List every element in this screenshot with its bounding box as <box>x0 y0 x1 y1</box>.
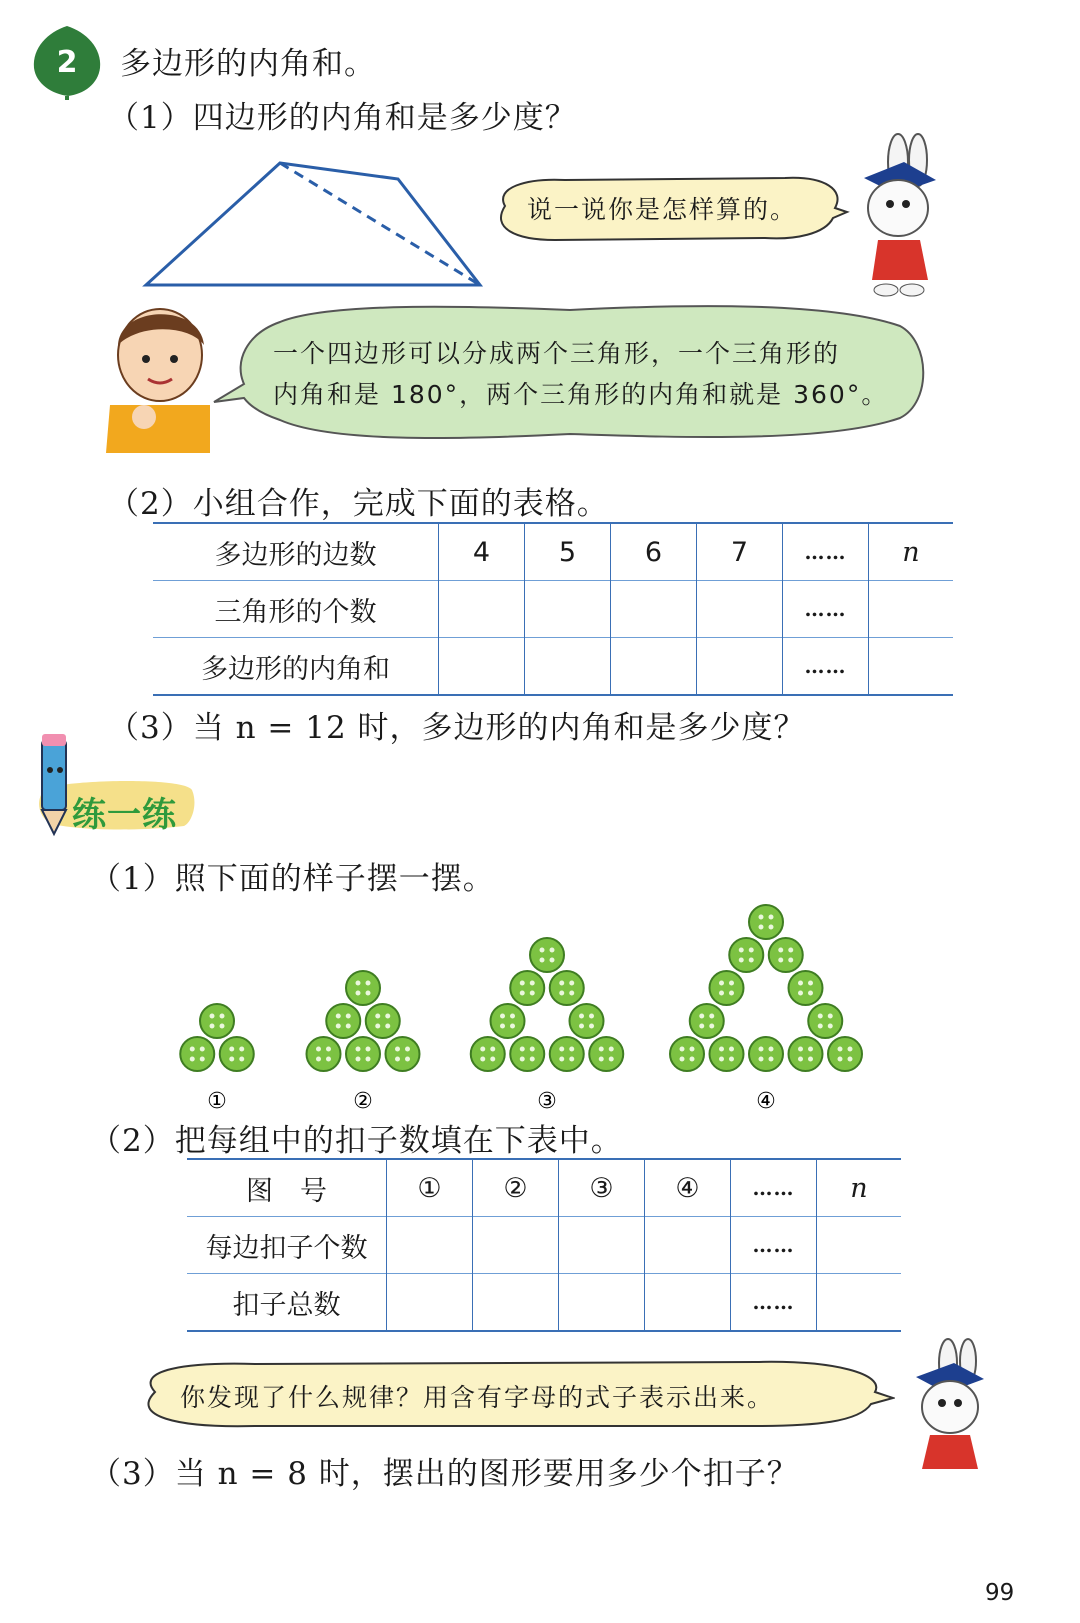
button-circle <box>510 971 544 1005</box>
button-circle <box>789 1037 823 1071</box>
button-hole <box>848 1057 853 1062</box>
button-hole <box>366 981 371 986</box>
button-hole <box>356 981 361 986</box>
button-hole <box>739 948 744 953</box>
table-header-cell: 图 号 <box>246 1175 327 1207</box>
button-hole <box>729 981 734 986</box>
table-cell <box>817 1274 902 1332</box>
button-circle <box>729 938 763 972</box>
button-circle <box>789 971 823 1005</box>
button-hole <box>680 1047 685 1052</box>
button-circle <box>710 1037 744 1071</box>
table-cell <box>387 1274 473 1332</box>
button-hole <box>808 991 813 996</box>
button-hole <box>480 1047 485 1052</box>
button-circle <box>589 1037 623 1071</box>
table-header-cell: 7 <box>697 523 783 581</box>
button-hole <box>510 1024 515 1029</box>
button-hole <box>769 915 774 920</box>
button-hole <box>326 1057 331 1062</box>
button-hole <box>200 1057 205 1062</box>
button-hole <box>356 1047 361 1052</box>
button-figures <box>170 895 870 1125</box>
table-cell <box>559 1274 645 1332</box>
button-hole <box>220 1014 225 1019</box>
button-circle <box>550 1037 584 1071</box>
button-hole <box>828 1024 833 1029</box>
button-hole <box>229 1057 234 1062</box>
button-hole <box>520 1047 525 1052</box>
table-header-cell: 5 <box>525 523 611 581</box>
button-circle <box>366 1004 400 1038</box>
button-hole <box>395 1047 400 1052</box>
button-hole <box>336 1014 341 1019</box>
boy-student-icon <box>100 295 215 455</box>
leaf-icon <box>28 22 106 100</box>
button-hole <box>759 915 764 920</box>
rabbit-teacher-icon <box>900 1335 1000 1485</box>
button-hole <box>550 958 555 963</box>
rabbit-bubble-1-text: 说一说你是怎样算的。 <box>527 195 798 224</box>
table-cell <box>525 581 611 638</box>
table-cell <box>645 1274 731 1332</box>
button-hole <box>490 1047 495 1052</box>
button-hole <box>229 1047 234 1052</box>
button-hole <box>239 1057 244 1062</box>
button-hole <box>356 991 361 996</box>
button-hole <box>569 1047 574 1052</box>
figure-label: ③ <box>537 1089 557 1114</box>
button-circle <box>326 1004 360 1038</box>
button-hole <box>220 1024 225 1029</box>
button-hole <box>200 1047 205 1052</box>
button-hole <box>239 1047 244 1052</box>
buttons-table <box>187 1158 901 1332</box>
button-hole <box>808 1047 813 1052</box>
table-header-cell: ③ <box>559 1159 645 1217</box>
button-hole <box>510 1014 515 1019</box>
table-header-cell: 6 <box>611 523 697 581</box>
button-circle <box>749 1037 783 1071</box>
button-hole <box>769 1047 774 1052</box>
table-cell <box>697 581 783 638</box>
button-hole <box>719 1047 724 1052</box>
button-circle <box>550 971 584 1005</box>
table-header-cell: …… <box>731 1159 817 1217</box>
button-hole <box>559 1047 564 1052</box>
button-hole <box>366 1047 371 1052</box>
button-circle <box>346 971 380 1005</box>
button-hole <box>818 1014 823 1019</box>
button-hole <box>798 1047 803 1052</box>
button-hole <box>769 1057 774 1062</box>
button-hole <box>778 958 783 963</box>
figure-label: ② <box>353 1089 373 1114</box>
button-hole <box>690 1057 695 1062</box>
button-hole <box>609 1047 614 1052</box>
table-cell: …… <box>783 581 869 638</box>
button-hole <box>798 981 803 986</box>
problem-title: 多边形的内角和。 <box>120 46 376 82</box>
button-hole <box>530 1047 535 1052</box>
button-circle <box>491 1004 525 1038</box>
table-cell <box>473 1274 559 1332</box>
table-header-cell: 4 <box>439 523 525 581</box>
button-hole <box>709 1024 714 1029</box>
button-hole <box>739 958 744 963</box>
button-hole <box>778 948 783 953</box>
table-row-label: 三角形的个数 <box>214 596 377 628</box>
table-cell <box>559 1217 645 1274</box>
button-hole <box>500 1024 505 1029</box>
speech-bubble-boy <box>210 302 935 444</box>
button-hole <box>719 981 724 986</box>
button-hole <box>589 1014 594 1019</box>
button-hole <box>500 1014 505 1019</box>
practice-badge: 练一练 <box>72 795 177 835</box>
question-1: （1）四边形的内角和是多少度？ <box>108 100 577 136</box>
button-hole <box>480 1057 485 1062</box>
rabbit-teacher-icon <box>850 130 950 300</box>
button-hole <box>808 1057 813 1062</box>
button-circle <box>307 1037 341 1071</box>
figure-label: ① <box>207 1089 227 1114</box>
button-circle <box>570 1004 604 1038</box>
button-hole <box>490 1057 495 1062</box>
table-cell <box>817 1217 902 1274</box>
button-hole <box>326 1047 331 1052</box>
button-circle <box>670 1037 704 1071</box>
quadrilateral-figure <box>140 155 490 295</box>
table-row-label: 多边形的内角和 <box>201 653 390 685</box>
button-hole <box>699 1014 704 1019</box>
question-3: （3）当 n = 12 时，多边形的内角和是多少度？ <box>108 710 806 746</box>
button-hole <box>346 1014 351 1019</box>
button-circle <box>510 1037 544 1071</box>
button-hole <box>540 958 545 963</box>
button-hole <box>316 1057 321 1062</box>
button-hole <box>759 1047 764 1052</box>
button-hole <box>808 981 813 986</box>
button-circle <box>180 1037 214 1071</box>
button-hole <box>599 1057 604 1062</box>
boy-bubble-line-2: 内角和是 180°，两个三角形的内角和就是 360°。 <box>273 380 889 409</box>
practice-question-1: （1）照下面的样子摆一摆。 <box>90 861 495 897</box>
button-hole <box>520 981 525 986</box>
button-hole <box>550 948 555 953</box>
table-cell <box>525 638 611 696</box>
button-hole <box>190 1057 195 1062</box>
polygon-table <box>153 522 953 696</box>
button-hole <box>769 925 774 930</box>
table-row-label: 扣子总数 <box>232 1289 341 1321</box>
button-circle <box>828 1037 862 1071</box>
button-hole <box>559 981 564 986</box>
button-circle <box>808 1004 842 1038</box>
button-hole <box>190 1047 195 1052</box>
button-circle <box>749 905 783 939</box>
button-hole <box>569 1057 574 1062</box>
table-cell <box>611 638 697 696</box>
button-hole <box>838 1047 843 1052</box>
button-circle <box>471 1037 505 1071</box>
button-hole <box>405 1057 410 1062</box>
button-hole <box>316 1047 321 1052</box>
table-row-label: 每边扣子个数 <box>205 1232 368 1264</box>
table-cell <box>611 581 697 638</box>
button-circle <box>200 1004 234 1038</box>
button-hole <box>838 1057 843 1062</box>
button-hole <box>729 991 734 996</box>
table-header-cell: …… <box>783 523 869 581</box>
button-hole <box>798 991 803 996</box>
button-hole <box>599 1047 604 1052</box>
table-cell: …… <box>731 1274 817 1332</box>
practice-question-2: （2）把每组中的扣子数填在下表中。 <box>90 1123 623 1159</box>
button-hole <box>530 981 535 986</box>
boy-bubble-line-1: 一个四边形可以分成两个三角形，一个三角形的 <box>273 339 841 368</box>
table-cell <box>697 638 783 696</box>
button-hole <box>559 991 564 996</box>
table-cell <box>387 1217 473 1274</box>
table-header-cell: n <box>869 523 954 581</box>
button-hole <box>729 1057 734 1062</box>
button-circle <box>690 1004 724 1038</box>
figure-label: ④ <box>756 1089 776 1114</box>
button-hole <box>559 1057 564 1062</box>
button-hole <box>759 925 764 930</box>
button-hole <box>520 1057 525 1062</box>
button-hole <box>759 1057 764 1062</box>
button-hole <box>366 991 371 996</box>
button-circle <box>346 1037 380 1071</box>
button-hole <box>579 1014 584 1019</box>
button-hole <box>395 1057 400 1062</box>
button-hole <box>366 1057 371 1062</box>
button-hole <box>530 1057 535 1062</box>
table-cell <box>439 581 525 638</box>
button-hole <box>589 1024 594 1029</box>
button-hole <box>690 1047 695 1052</box>
button-hole <box>405 1047 410 1052</box>
button-hole <box>375 1014 380 1019</box>
button-hole <box>385 1014 390 1019</box>
button-hole <box>719 991 724 996</box>
table-row <box>187 1159 901 1217</box>
button-hole <box>385 1024 390 1029</box>
table-row <box>153 523 953 581</box>
button-hole <box>579 1024 584 1029</box>
button-hole <box>346 1024 351 1029</box>
button-circle <box>220 1037 254 1071</box>
button-hole <box>336 1024 341 1029</box>
button-hole <box>375 1024 380 1029</box>
table-cell: …… <box>731 1217 817 1274</box>
button-hole <box>709 1014 714 1019</box>
button-hole <box>520 991 525 996</box>
table-cell <box>473 1217 559 1274</box>
button-hole <box>680 1057 685 1062</box>
table-cell <box>869 638 954 696</box>
table-row <box>153 581 953 638</box>
table-row <box>187 1274 901 1332</box>
button-hole <box>788 948 793 953</box>
button-circle <box>530 938 564 972</box>
table-row <box>187 1217 901 1274</box>
button-hole <box>356 1057 361 1062</box>
button-circle <box>386 1037 420 1071</box>
practice-question-3: （3）当 n = 8 时，摆出的图形要用多少个扣子？ <box>90 1456 799 1492</box>
table-row <box>153 638 953 696</box>
rabbit-bubble-2-text: 你发现了什么规律？用含有字母的式子表示出来。 <box>180 1383 775 1412</box>
button-hole <box>210 1024 215 1029</box>
button-hole <box>609 1057 614 1062</box>
button-hole <box>569 991 574 996</box>
button-hole <box>699 1024 704 1029</box>
table-header-cell: ② <box>473 1159 559 1217</box>
button-hole <box>828 1014 833 1019</box>
button-hole <box>788 958 793 963</box>
table-cell <box>645 1217 731 1274</box>
button-circle <box>769 938 803 972</box>
table-cell <box>439 638 525 696</box>
button-hole <box>530 991 535 996</box>
button-hole <box>569 981 574 986</box>
button-hole <box>540 948 545 953</box>
button-hole <box>818 1024 823 1029</box>
button-hole <box>729 1047 734 1052</box>
button-hole <box>719 1057 724 1062</box>
button-hole <box>749 948 754 953</box>
question-2: （2）小组合作，完成下面的表格。 <box>108 486 609 522</box>
button-circle <box>710 971 744 1005</box>
table-header-cell: n <box>817 1159 902 1217</box>
button-hole <box>749 958 754 963</box>
table-header-cell: 多边形的边数 <box>214 539 377 571</box>
problem-number: 2 <box>56 45 78 80</box>
table-header-cell: ④ <box>645 1159 731 1217</box>
table-cell <box>869 581 954 638</box>
button-hole <box>798 1057 803 1062</box>
table-cell: …… <box>783 638 869 696</box>
button-hole <box>210 1014 215 1019</box>
page-number: 99 <box>985 1580 1015 1606</box>
table-header-cell: ① <box>387 1159 473 1217</box>
button-hole <box>848 1047 853 1052</box>
